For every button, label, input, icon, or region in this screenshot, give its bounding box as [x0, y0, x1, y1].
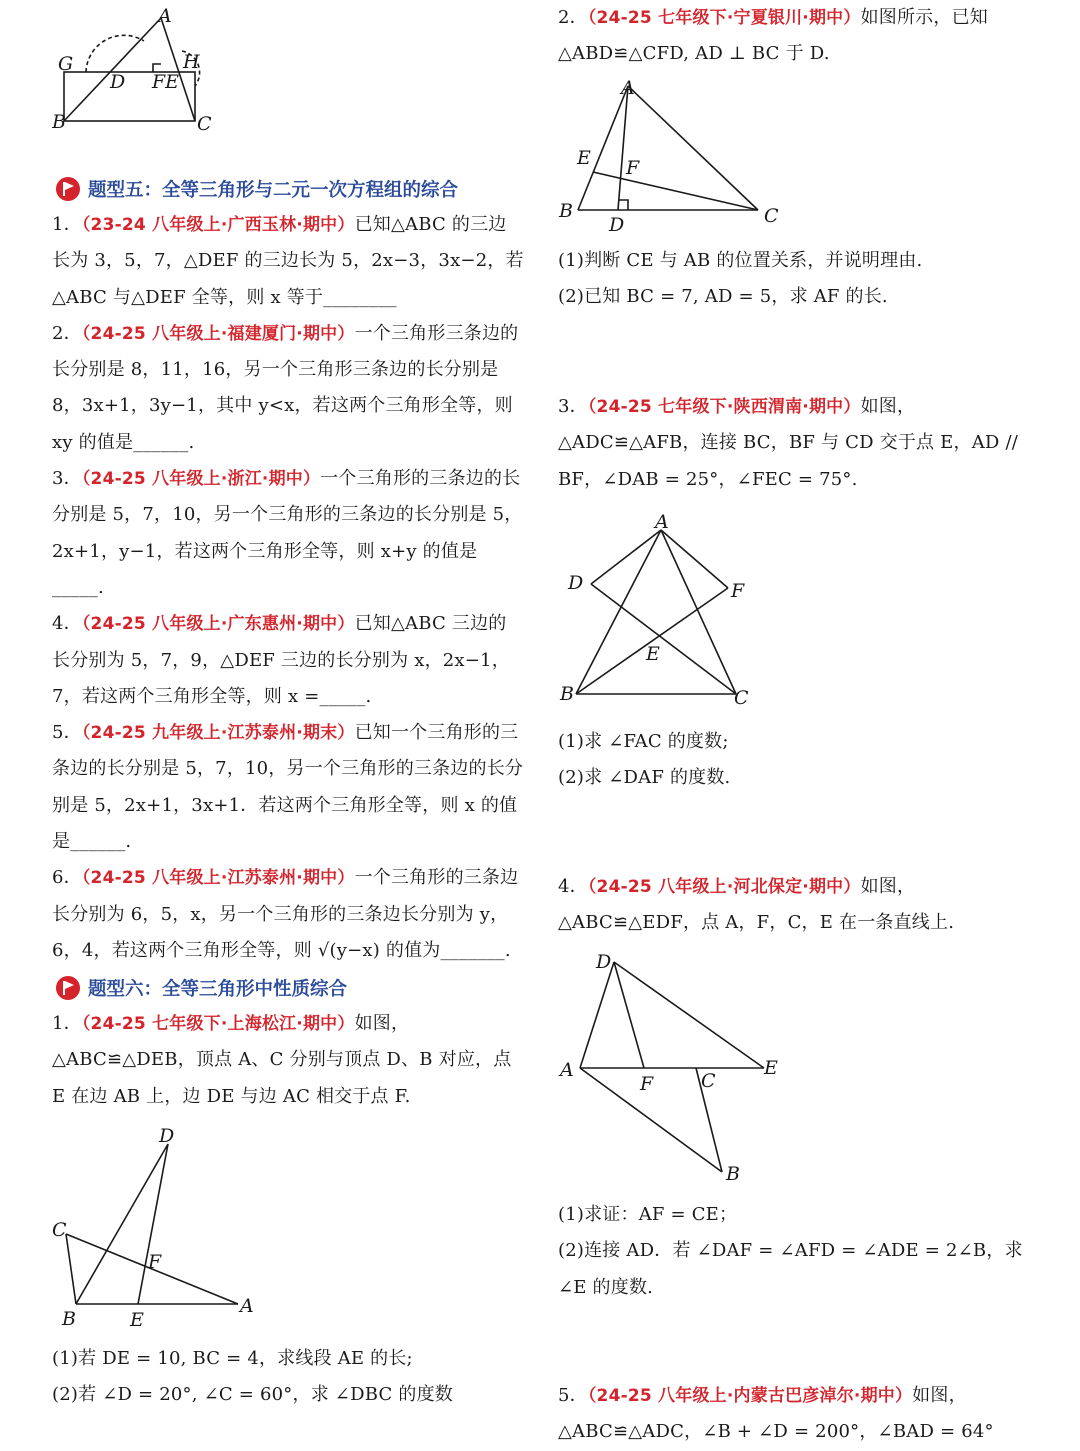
fig-r4-label-a: A	[560, 1059, 574, 1081]
fig6-label-d: D	[159, 1125, 175, 1147]
question-number: 2．	[558, 7, 588, 28]
question-r2	[558, 0, 1028, 73]
fig6-label-e: E	[130, 1309, 144, 1331]
question-text: 如图，△ADC≌△AFB，连接 BC，BF 与 CD 交于点 E，AD // BF，∠DAB = 25°，∠FEC = 75°.	[558, 396, 1018, 490]
fig-r4-label-b: B	[726, 1163, 740, 1185]
section-heading-6-text: 题型六：全等三角形中性质综合	[88, 979, 348, 1000]
fig-r2-label-c: C	[764, 205, 779, 227]
question-text: 如图，△ABC≌△ADC，∠B + ∠D = 200°，∠BAD = 64°	[558, 1385, 994, 1443]
fig0-label-h: H	[183, 51, 200, 73]
question-number: 3．	[558, 396, 588, 417]
question-text: 如图所示，已知△ABD≌△CFD, AD ⊥ BC 于 D.	[558, 7, 988, 65]
question-5-6	[52, 860, 524, 969]
fig-r4-label-c: C	[701, 1070, 716, 1092]
fig-r4-label-e: E	[764, 1057, 778, 1079]
question-number: 4．	[558, 876, 588, 897]
question-source: （24-25 九年级上·江苏泰州·期末）	[81, 723, 355, 744]
question-text: 如图，△ABC≌△DEB，顶点 A、C 分别与顶点 D、B 对应，点 E 在边 AB 上，边 DE 与边 AC 相交于点 F.	[52, 1013, 512, 1107]
question-source: （24-25 七年级下·宁夏银川·期中）	[587, 8, 861, 28]
question-source: （24-25 八年级上·内蒙古巴彦淖尔·期中）	[587, 1386, 913, 1406]
question-source: （24-25 七年级下·上海松江·期中）	[81, 1014, 355, 1034]
fig6-label-f: F	[148, 1251, 162, 1273]
figure-r3	[558, 508, 768, 714]
question-source: （24-25 八年级上·浙江·期中）	[81, 469, 321, 490]
fig0-label-d: D	[110, 71, 126, 93]
question-r4-sub2: (2)连接 AD．若 ∠DAF = ∠AFD = ∠ADE = 2∠B，求 ∠E 的度数.	[558, 1240, 1023, 1298]
fig0-label-g: G	[58, 53, 74, 75]
figure-r4	[558, 946, 798, 1186]
fig-r2-label-f: F	[626, 157, 640, 179]
section-heading-5	[56, 176, 458, 202]
question-5-1	[52, 207, 524, 316]
fig-r2-label-d: D	[609, 214, 625, 236]
question-source: （24-25 八年级上·河北保定·期中）	[587, 877, 861, 897]
question-source: （24-25 七年级下·陕西渭南·期中）	[587, 397, 861, 417]
fig6-label-c: C	[52, 1219, 67, 1241]
figure-rectangle-triangle	[52, 6, 222, 134]
question-r3-sub1: (1)求 ∠FAC 的度数;	[558, 731, 729, 752]
fig0-label-a: A	[158, 6, 172, 27]
question-r4	[558, 869, 1028, 942]
question-source: （24-25 八年级上·江苏泰州·期中）	[81, 868, 355, 889]
fig-r3-label-a: A	[655, 511, 669, 533]
section-heading-6	[56, 975, 347, 1001]
fig-r2-label-a: A	[621, 77, 635, 99]
fig-r3-label-b: B	[560, 683, 574, 705]
question-5-4	[52, 606, 524, 715]
question-r5	[558, 1378, 1028, 1451]
question-6-1-sub2: (2)若 ∠D = 20°, ∠C = 60°，求 ∠DBC 的度数	[52, 1384, 453, 1406]
flag-icon	[56, 177, 80, 201]
figure-6-1	[52, 1122, 282, 1336]
question-source: （24-25 八年级上·福建厦门·期中）	[81, 323, 355, 344]
question-number: 6．	[52, 867, 82, 889]
question-number: 5．	[52, 722, 82, 744]
question-number: 1．	[52, 1013, 82, 1034]
fig-r3-label-c: C	[734, 687, 749, 709]
fig-r4-label-f: F	[640, 1073, 654, 1095]
fig0-label-c: C	[197, 113, 212, 134]
question-text: 已知一个三角形的三条边的长分别是 5，7，10，另一个三角形的三条边的长分别是 5，2x+1，3x+1．若这两个三角形全等，则 x 的值是______.	[52, 722, 524, 853]
question-6-1	[52, 1006, 524, 1115]
question-source: （23-24 八年级上·广西玉林·期中）	[81, 215, 355, 235]
flag-icon	[56, 976, 80, 1000]
question-number: 1．	[52, 214, 82, 235]
question-text: 一个三角形的三条边的长分别是 5，7，10，另一个三角形的三条边的长分别是 5，2x+1，y−1，若这两个三角形全等，则 x+y 的值是_____.	[52, 468, 523, 598]
question-r2-sub2: (2)已知 BC = 7, AD = 5，求 AF 的长.	[558, 286, 888, 308]
question-r3-sub2: (2)求 ∠DAF 的度数.	[558, 767, 731, 789]
question-text: 一个三角形的三条边长分别为 6，5，x，另一个三角形的三条边长分别为 y，6，4，若这两个三角形全等，则 √(y−x) 的值为_______.	[52, 867, 519, 961]
question-text: 如图，△ABC≌△EDF，点 A，F，C，E 在一条直线上.	[558, 876, 955, 934]
question-5-3	[52, 461, 524, 606]
question-text: 已知△ABC 三边的长分别为 5，7，9，△DEF 三边的长分别为 x，2x−1，7，若这两个三角形全等，则 x =_____.	[52, 613, 510, 707]
fig-r2-label-e: E	[577, 147, 591, 169]
fig-r2-label-b: B	[559, 200, 573, 222]
question-source: （24-25 八年级上·广东惠州·期中）	[81, 614, 355, 635]
fig0-label-b: B	[52, 111, 66, 133]
question-number: 4．	[52, 613, 82, 635]
question-number: 5．	[558, 1385, 588, 1406]
question-text: 已知△ABC 的三边长为 3，5，7，△DEF 的三边长为 5，2x−3，3x−2，若△ABC 与△DEF 全等，则 x 等于________	[52, 214, 524, 308]
fig6-label-a: A	[240, 1295, 254, 1317]
question-r3	[558, 389, 1028, 498]
fig0-label-fe: FE	[152, 71, 180, 93]
fig-r3-label-e: E	[646, 643, 660, 665]
question-r4-sub1: (1)求证：AF = CE；	[558, 1204, 738, 1225]
fig6-label-b: B	[62, 1308, 76, 1330]
question-r2-sub1: (1)判断 CE 与 AB 的位置关系，并说明理由.	[558, 250, 923, 271]
fig-r3-label-d: D	[568, 572, 584, 594]
section-heading-5-text: 题型五：全等三角形与二元一次方程组的综合	[88, 180, 459, 201]
question-text: 一个三角形三条边的长分别是 8，11，16，另一个三角形三条边的长分别是 8，3x+1，3y−1，其中 y<x，若这两个三角形全等，则 xy 的值是______.	[52, 322, 519, 453]
question-5-5	[52, 715, 524, 860]
question-number: 2．	[52, 322, 82, 344]
figure-r2	[558, 76, 798, 236]
fig-r4-label-d: D	[596, 951, 612, 973]
fig-r3-label-f: F	[731, 580, 745, 602]
question-6-1-sub1: (1)若 DE = 10, BC = 4，求线段 AE 的长;	[52, 1348, 413, 1369]
question-number: 3．	[52, 468, 82, 490]
question-5-2	[52, 316, 524, 461]
